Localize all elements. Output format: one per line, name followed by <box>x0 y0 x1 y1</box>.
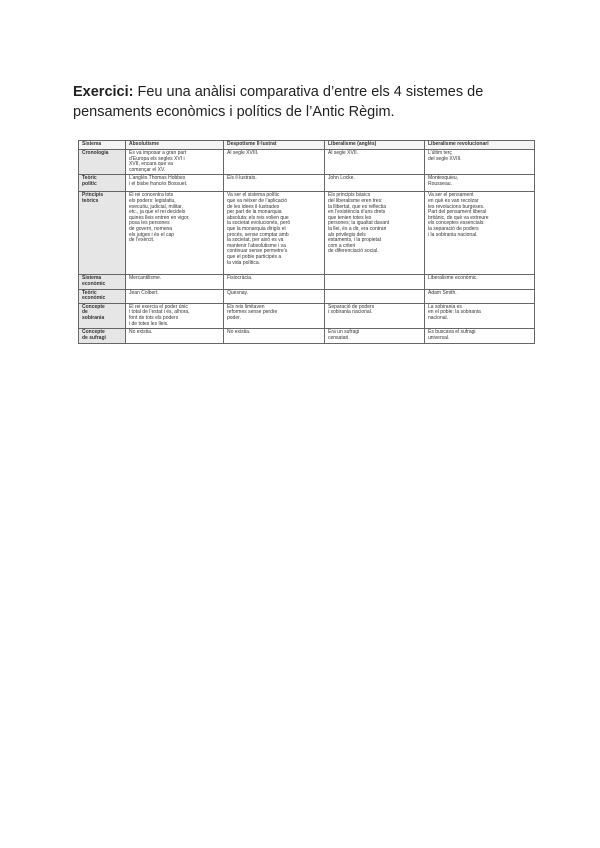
table-row <box>79 289 535 303</box>
exercise-heading <box>73 82 533 122</box>
table-cell: El rei concentra tots els poders: legislatiu, executiu, judicial, militar, etc., ja que el rei decideix quines lleis entren en vigor, posa les persones de govern, nomena els jutges i és el cap de l’exèrcit. <box>126 192 224 275</box>
table-cell: El rei exercia el poder únic i total de l’estat i és, alhora, font de tots els poders i de totes les lleis. <box>126 303 224 328</box>
table-cell: Jean Colbert. <box>126 289 224 303</box>
table-cell: Va ser el pensament en què es van recolzar les revolucions burgeses. Part del pensament liberal britànic, de què va extreure els conceptes essencials: la separació de poders i la sobirania nacional. <box>425 192 535 275</box>
exercise-label: Exercici: <box>73 84 134 100</box>
exercise-instruction: Feu una anàlisi comparativa d’entre els 4 sistemes de pensaments econòmics i polítics de l’Antic Règim. <box>73 84 484 120</box>
table-row <box>79 175 535 192</box>
table-cell: Es va imposar a gran part d’Europa els segles XVI i XVII, encara que va començar el XV. <box>126 150 224 175</box>
table-cell: Mercantilisme. <box>126 275 224 289</box>
column-header: Sistema <box>79 141 126 150</box>
row-header: Concepte de sobirania <box>79 303 126 328</box>
table-cell: Era un sufragi censatari. <box>325 329 425 344</box>
table-cell: Liberalisme econòmic. <box>425 275 535 289</box>
table-cell: Al segle XVIII. <box>224 150 325 175</box>
column-header: Despotisme Il·lustrat <box>224 141 325 150</box>
table-cell: Adam Smith. <box>425 289 535 303</box>
table-cell: L’anglès Thomas Hobbes i el bisbe francès Bossuet. <box>126 175 224 192</box>
row-header: Cronologia <box>79 150 126 175</box>
table-cell: Al segle XVII. <box>325 150 425 175</box>
row-header: Principis teòrics <box>79 192 126 275</box>
table-cell: Els il·lustrats. <box>224 175 325 192</box>
table-cell: Els principis bàsics del liberalisme eren tres: la llibertat, que es reflectia en l’existència d’uns drets que tenien totes les persones; la igualtat davant la llei, és a dir, era contrari als privilegis dels estaments, i la propietat com a criteri de diferenciació social. <box>325 192 425 275</box>
table-header-row <box>79 141 535 150</box>
column-header: Liberalisme (anglès) <box>325 141 425 150</box>
table-cell: Montesquieu, Rousseau. <box>425 175 535 192</box>
row-header: Concepte de sufragi <box>79 329 126 344</box>
table-cell: La sobirania es en el poble: la sobirania nacional. <box>425 303 535 328</box>
row-header: Teòric econòmic <box>79 289 126 303</box>
table-cell: No existia. <box>126 329 224 344</box>
table-cell: John Locke. <box>325 175 425 192</box>
table-cell <box>325 275 425 289</box>
row-header: Teòric polític <box>79 175 126 192</box>
table-cell: No existia. <box>224 329 325 344</box>
table-cell: Quesnay. <box>224 289 325 303</box>
row-header: Sistema econòmic <box>79 275 126 289</box>
column-header: Liberalisme revolucionari <box>425 141 535 150</box>
table-cell: L’últim terç del segle XVIII. <box>425 150 535 175</box>
comparison-table <box>78 140 535 344</box>
table-row <box>79 150 535 175</box>
table-cell <box>325 289 425 303</box>
table-cell: Va ser el sistema polític que va néixer de l’aplicació de les idees il·lustrades per part de la monarquia absoluta; els reis volien que la societat evolucionés, però que la monarquia dirigís el procés, sense comptar amb la societat, per això es va mantenir l’absolutisme i va continuar sense permetre’s que el poble participés a la vida política. <box>224 192 325 275</box>
table-cell: Es buscava el sufragi universal. <box>425 329 535 344</box>
comparison-table-container <box>78 140 534 344</box>
table-row <box>79 303 535 328</box>
table-row <box>79 329 535 344</box>
column-header: Absolutisme <box>126 141 224 150</box>
table-row <box>79 192 535 275</box>
table-row <box>79 275 535 289</box>
table-cell: Els reis limitaven reformes sense perdre poder. <box>224 303 325 328</box>
table-cell: Fisiocràcia. <box>224 275 325 289</box>
table-cell: Separació de poders i sobirania nacional. <box>325 303 425 328</box>
